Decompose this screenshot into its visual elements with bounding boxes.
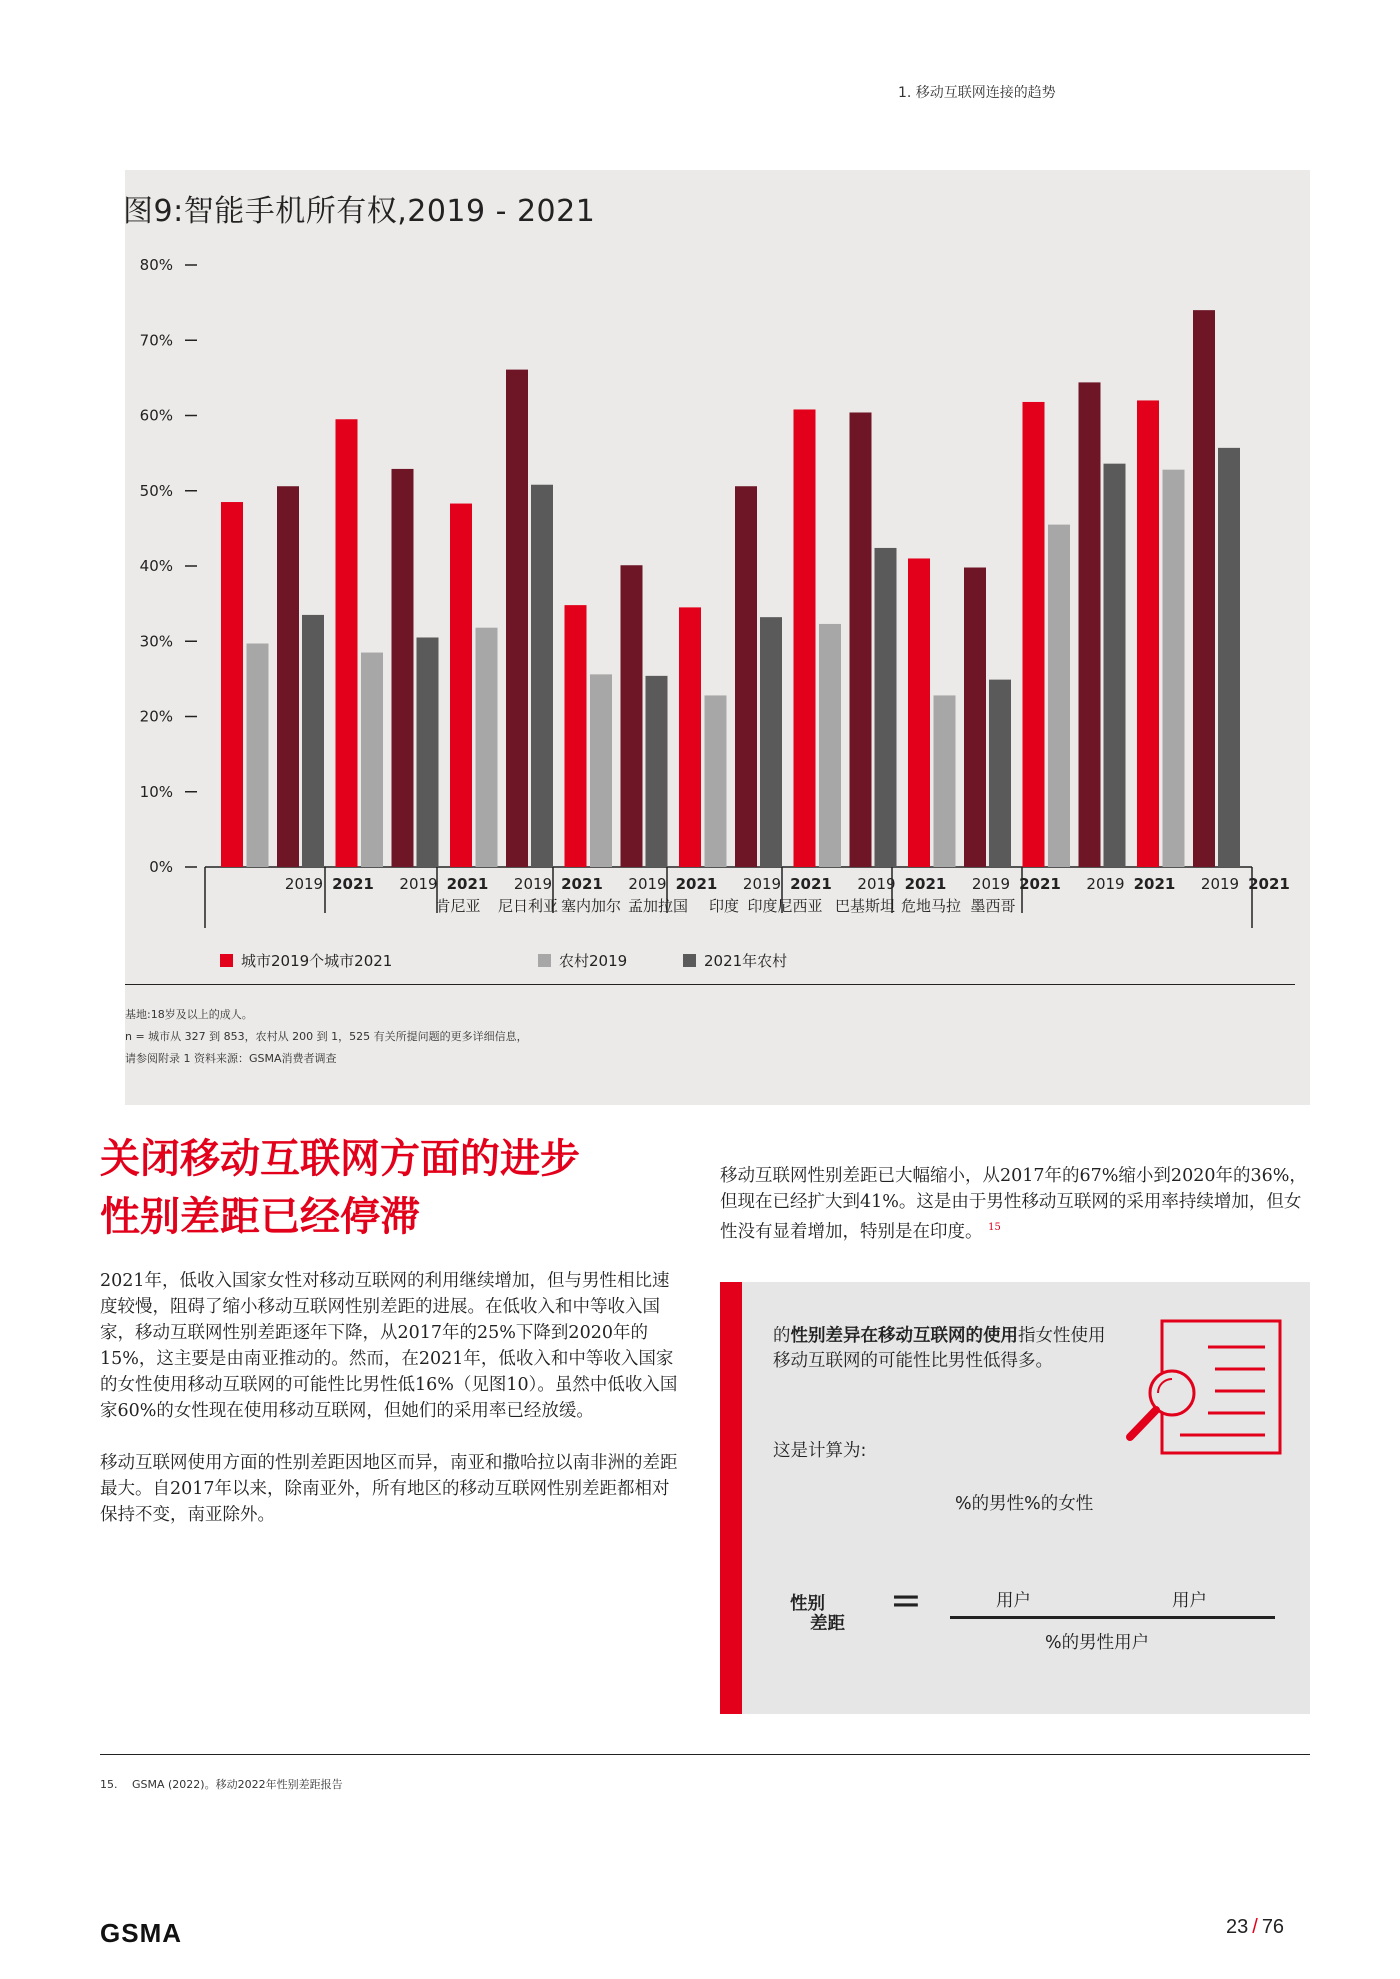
- callout-definition: 的性别差异在移动互联网的使用指女性使用移动互联网的可能性比男性低得多。: [773, 1326, 1106, 1371]
- legend-item-urban: [220, 950, 392, 971]
- bar: [1137, 400, 1159, 867]
- legend-swatch-rural-2019: [538, 954, 551, 967]
- bar: [221, 502, 243, 867]
- bar: [1023, 402, 1045, 867]
- x-year-label: 2021: [1019, 875, 1061, 893]
- document-magnifier-icon: [1120, 1317, 1285, 1457]
- figure-divider: [125, 984, 1295, 985]
- x-category-label: 巴基斯坦: [834, 897, 896, 915]
- bar: [506, 370, 528, 867]
- bar: [531, 485, 553, 867]
- y-tick-label: 30%: [139, 632, 173, 651]
- x-year-label: 2019: [971, 875, 1011, 893]
- figure-title: 图9:智能手机所有权,2019 - 2021: [123, 194, 596, 229]
- bar: [794, 409, 816, 867]
- body-left-column: [100, 1268, 680, 1554]
- bar: [392, 469, 414, 867]
- paragraph: 移动互联网性别差距已大幅缩小，从2017年的67%缩小到2020年的36%，但现在已经扩大到41%。这是由于男性移动互联网的采用率持续增加，但女性没有显着增加，特别是在印度。: [720, 1166, 1307, 1242]
- x-category-label: 墨西哥: [970, 897, 1016, 915]
- y-tick-label: 0%: [149, 858, 173, 876]
- calculation-label: 这是计算为:: [773, 1441, 867, 1461]
- x-category-label: 肯尼亚: [435, 897, 481, 915]
- bar: [964, 568, 986, 867]
- note-line: n = 城市从 327 到 853，农村从 200 到 1，525 有关所提问题的更多详细信息，: [125, 1030, 528, 1043]
- note-line: 基地:18岁及以上的成人。: [125, 1008, 253, 1021]
- section-header: 1. 移动互联网连接的趋势: [898, 85, 1056, 101]
- legend-item-rural-2019: [538, 950, 627, 971]
- x-year-label: 2019: [513, 875, 553, 893]
- bar: [277, 486, 299, 867]
- x-year-label: 2021: [446, 875, 489, 893]
- bar: [1104, 464, 1126, 867]
- bar: [417, 637, 439, 867]
- footnote-reference[interactable]: 15: [988, 1222, 1001, 1233]
- bar: [621, 565, 643, 867]
- x-year-label: 2021: [904, 875, 947, 893]
- y-tick-label: 20%: [139, 707, 173, 726]
- bar: [850, 412, 872, 867]
- x-year-label: 2019: [742, 875, 782, 893]
- bar: [819, 624, 841, 867]
- x-year-label: 2021: [332, 875, 374, 893]
- chart-legend: [220, 950, 820, 974]
- fraction-bar: [950, 1616, 1275, 1619]
- bar: [336, 419, 358, 867]
- bar: [875, 548, 897, 867]
- page-number: 23 / 76: [1226, 1916, 1285, 1938]
- bar: [361, 653, 383, 867]
- definition-callout: [720, 1282, 1310, 1714]
- bar: [565, 605, 587, 867]
- legend-label-rural-2021: 2021年农村: [704, 952, 788, 970]
- callout-accent-bar: [720, 1282, 742, 1714]
- x-year-label: 2019: [1200, 875, 1240, 893]
- legend-label-rural-2019: 农村2019: [559, 952, 628, 970]
- x-year-label: 2019: [1086, 875, 1125, 893]
- note-line: 请参阅附录 1 资料来源：GSMA消费者调查: [125, 1052, 337, 1065]
- footer-divider: [100, 1754, 1310, 1755]
- x-category-label: 尼日利亚: [497, 897, 559, 915]
- bar: [735, 486, 757, 867]
- article-headline: [100, 1130, 680, 1246]
- formula-label: 性别 差距: [790, 1594, 845, 1634]
- bar: [705, 695, 727, 867]
- equals-sign: =: [890, 1578, 922, 1622]
- bar: [1079, 382, 1101, 867]
- gsma-logo: GSMA: [100, 1918, 182, 1948]
- x-year-label: 2021: [1133, 875, 1176, 893]
- bar: [1218, 448, 1240, 867]
- bar: [476, 628, 498, 867]
- bar: [450, 504, 472, 867]
- bar: [646, 676, 668, 867]
- bar: [760, 617, 782, 867]
- bar: [302, 615, 324, 867]
- paragraph: 移动互联网使用方面的性别差距因地区而异，南亚和撒哈拉以南非洲的差距最大。自2017年以来，除南亚外，所有地区的移动互联网性别差距都相对保持不变，南亚除外。: [100, 1453, 678, 1525]
- x-year-label: 2019: [284, 875, 324, 893]
- x-category-label: 孟加拉国: [627, 897, 689, 915]
- bar: [1163, 470, 1185, 867]
- y-tick-label: 60%: [139, 406, 173, 425]
- bar: [1193, 310, 1215, 867]
- y-tick-label: 10%: [139, 782, 173, 801]
- formula-numerator-right: 用户: [1172, 1591, 1207, 1611]
- y-tick-label: 70%: [139, 331, 173, 350]
- bar: [590, 674, 612, 867]
- bar: [1048, 525, 1070, 867]
- paragraph: 2021年，低收入国家女性对移动互联网的利用继续增加，但与男性相比速度较慢，阻碍了缩小移动互联网性别差距的进展。在低收入和中等收入国家，移动互联网性别差距逐年下降，从2017年的25%下降到2020年的15%，这主要是由南亚推动的。然而，在2021年，低收入和中等收入国家的女性使用移动互联网的可能性比男性低16%（见图10）。虽然中低收入国家60%的女性现在使用移动互联网，但她们的采用率已经放缓。: [100, 1271, 678, 1421]
- definition-term: 性别差异在移动互联网的使用: [790, 1326, 1018, 1346]
- x-category-label: 印度尼西亚: [747, 897, 823, 915]
- x-year-label: 2019: [857, 875, 896, 893]
- legend-item-rural-2021: [683, 950, 787, 971]
- bar: [989, 680, 1011, 867]
- x-year-label: 2019: [628, 875, 667, 893]
- headline-line: 性别差距已经停滞: [100, 1193, 420, 1240]
- bar: [247, 644, 269, 867]
- figure-notes: [125, 1004, 825, 1070]
- formula-denominator: %的男性用户: [1045, 1633, 1150, 1653]
- bar: [908, 558, 930, 867]
- x-category-label: 印度: [708, 897, 740, 915]
- x-year-label: 2021: [561, 875, 603, 893]
- legend-swatch-rural-2021: [683, 954, 696, 967]
- x-category-label: 危地马拉: [900, 897, 962, 915]
- legend-swatch-urban: [220, 954, 233, 967]
- x-year-label: 2019: [399, 875, 438, 893]
- bar: [934, 695, 956, 867]
- bar: [679, 607, 701, 867]
- formula-top-text: %的男性%的女性: [955, 1494, 1094, 1514]
- x-year-label: 2021: [1248, 875, 1290, 893]
- legend-label-urban: 城市2019个城市2021: [241, 952, 393, 970]
- y-tick-label: 80%: [139, 256, 173, 274]
- body-right-column: [720, 1163, 1310, 1245]
- y-tick-label: 40%: [139, 557, 173, 575]
- formula-numerator-left: 用户: [996, 1591, 1031, 1611]
- headline-line: 关闭移动互联网方面的进步: [100, 1135, 580, 1182]
- x-category-label: 塞内加尔: [560, 897, 622, 915]
- footnote: 15. GSMA (2022)。移动2022年性别差距报告: [100, 1778, 343, 1791]
- x-year-label: 2021: [790, 875, 832, 893]
- y-tick-label: 50%: [139, 481, 173, 500]
- x-year-label: 2021: [675, 875, 718, 893]
